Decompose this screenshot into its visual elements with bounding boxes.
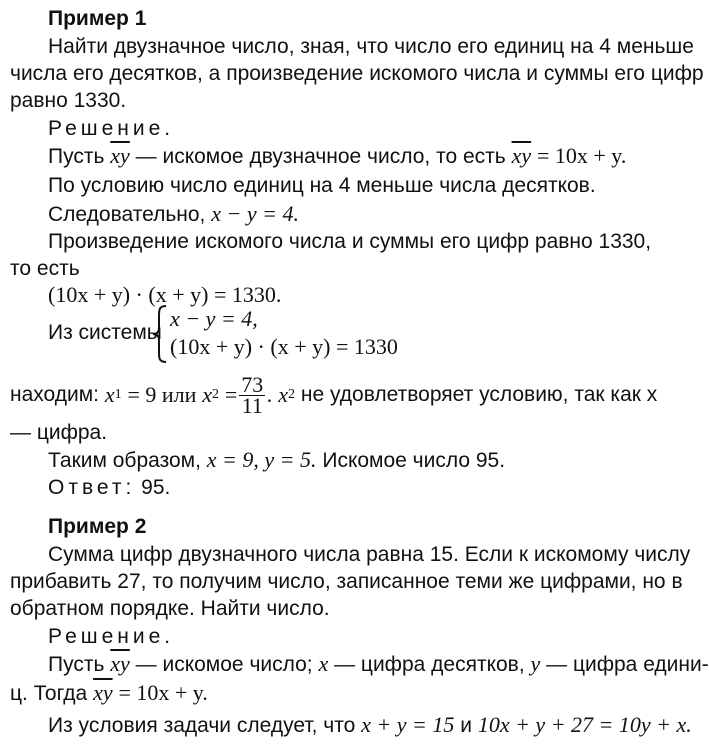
- example1-condition: По условию число единиц на 4 меньше числа десятков.: [48, 174, 596, 197]
- example1-find-line: [10, 371, 658, 418]
- find-word: находим:: [10, 383, 100, 406]
- let-word: Пусть: [48, 653, 105, 676]
- system-label: Из системы: [48, 321, 162, 344]
- condition-eq1: x + y = 15: [361, 712, 455, 737]
- condition-text: Из условия задачи следует, что: [48, 714, 356, 737]
- x-var: x: [318, 651, 329, 676]
- let-desc: — искомое число;: [135, 653, 313, 676]
- x2-equals: =: [224, 382, 238, 407]
- example1-let-line: [48, 143, 626, 170]
- x2-ref-subscript: 2: [288, 387, 296, 402]
- example2-condition-line: [48, 712, 692, 739]
- example2-problem-line3: обратном порядке. Найти число.: [10, 597, 330, 620]
- example1-thatis: то есть: [10, 257, 80, 280]
- let-word: Пусть: [48, 145, 105, 168]
- example1-thus-line: [48, 447, 505, 474]
- x2-ref: . x: [267, 382, 289, 407]
- example1-equation: (10x + y) · (x + y) = 1330.: [48, 282, 282, 307]
- xy-overline: $\overline{xy}$: [110, 143, 130, 168]
- let-desc: — искомое двузначное число, то есть: [135, 145, 506, 168]
- example1-answer: [48, 475, 170, 501]
- let-equation: = 10x + y.: [536, 143, 627, 168]
- condition-and: и: [460, 714, 472, 737]
- example2-then-line: [10, 680, 208, 707]
- x2-var: x: [202, 382, 213, 407]
- example1-product-line: Произведение искомого числа и суммы его цифр равно 1330,: [48, 230, 652, 253]
- x1-var: x: [104, 382, 115, 407]
- example1-solution-label: Решение.: [48, 117, 175, 140]
- condition-eq2: 10x + y + 27 = 10y + x.: [477, 712, 692, 737]
- units-desc: — цифра едини-: [546, 653, 709, 676]
- x1-value: = 9 или: [127, 382, 197, 407]
- x2-subscript: 2: [212, 387, 220, 402]
- system-brace: [150, 304, 170, 364]
- y-var: y: [530, 651, 541, 676]
- thus-result: Искомое число 95.: [322, 449, 506, 472]
- system-equation-2: (10x + y) · (x + y) = 1330: [170, 334, 398, 359]
- example2-problem-line2: прибавить 27, то получим число, записанное теми же цифрами, но в: [10, 570, 683, 593]
- then-equation: = 10x + y.: [118, 680, 208, 705]
- example1-title: Пример 1: [48, 7, 147, 30]
- example1-digit-line: — цифра.: [10, 421, 108, 444]
- fraction-numerator: 73: [241, 371, 264, 397]
- xy-overline: $\overline{xy}$: [110, 651, 130, 676]
- tens-desc: — цифра десятков,: [334, 653, 525, 676]
- fraction-denominator: 11: [241, 392, 263, 418]
- thus-word: Таким образом,: [48, 449, 201, 472]
- therefore-word: Следовательно,: [48, 203, 206, 226]
- x1-subscript: 1: [114, 387, 122, 402]
- system-equation-1: x − y = 4,: [170, 306, 258, 331]
- therefore-equation: x − y = 4.: [211, 201, 299, 226]
- x2-fraction: [239, 371, 265, 418]
- xy-overline: $\overline{xy}$: [93, 680, 113, 705]
- answer-value: 95.: [141, 476, 171, 499]
- example2-title: Пример 2: [48, 515, 147, 538]
- thus-equation: x = 9, y = 5.: [206, 447, 317, 472]
- find-tail: не удовлетворяет условию, так как x: [300, 383, 658, 406]
- example1-therefore: [48, 201, 299, 228]
- answer-label: Ответ:: [48, 476, 136, 499]
- example2-problem-line1: Сумма цифр двузначного числа равна 15. Если к искомому числу: [48, 543, 691, 566]
- example1-problem-line2: числа его десятков, а произведение искомого числа и суммы его цифр: [10, 62, 704, 85]
- example1-problem-line3: равно 1330.: [10, 89, 127, 112]
- xy-overline: $\overline{xy}$: [511, 143, 532, 168]
- example2-solution-label: Решение.: [48, 625, 175, 648]
- then-word: ц. Тогда: [10, 682, 88, 705]
- example1-problem-line1: Найти двузначное число, зная, что число его единиц на 4 меньше: [48, 35, 694, 58]
- example2-let-line: [48, 651, 709, 678]
